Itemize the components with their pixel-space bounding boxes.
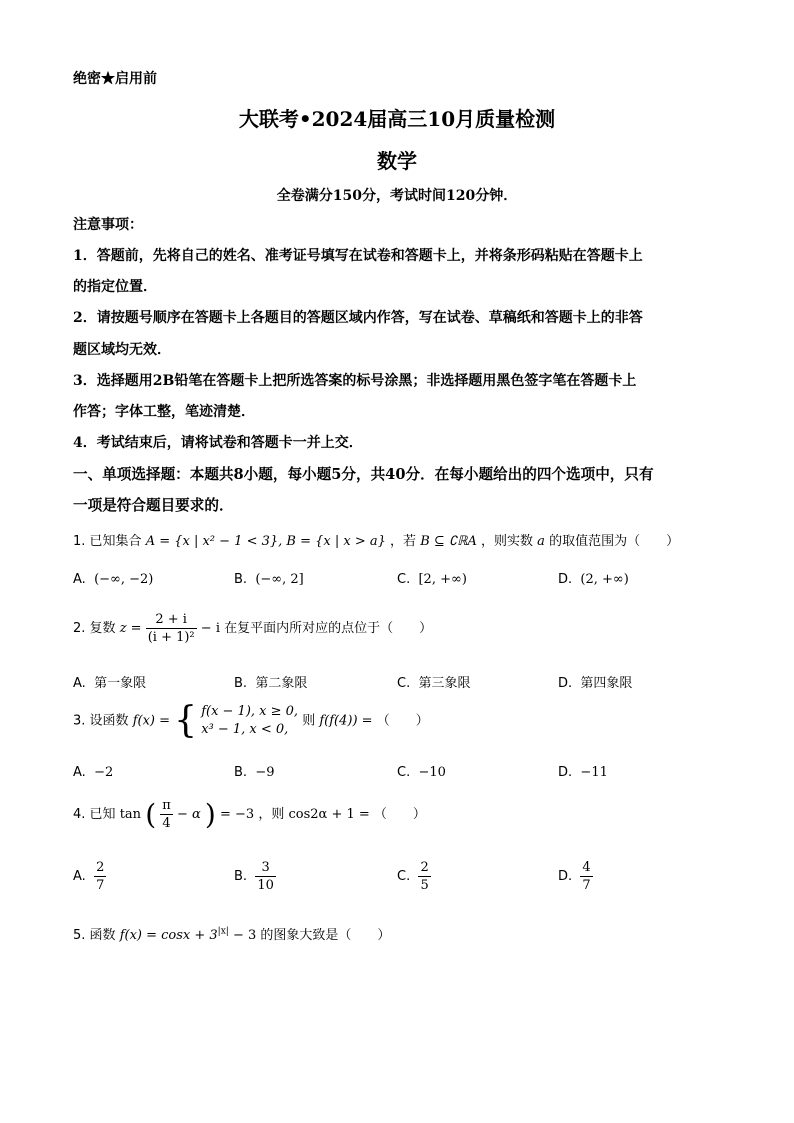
q4-fraction: $\frac{\pi}{4}$ — [162, 798, 171, 831]
note-line: 的指定位置． — [73, 279, 157, 295]
right-paren-icon: ) — [204, 798, 216, 831]
q5-after: − 3 — [232, 928, 257, 943]
q3-fx: f(x) = — [132, 713, 170, 729]
q3-prefix: 3. 设函数 — [73, 713, 129, 729]
q4-option-b[interactable]: B. $\frac{3}{10}$ — [234, 860, 274, 893]
note-line: 题区域均无效． — [73, 342, 171, 358]
q4-mid: ，则 — [258, 807, 285, 822]
q2-option-d[interactable]: D. 第四象限 — [558, 676, 633, 691]
q1-sets: A = {x | x² − 1 < 3}, B = {x | x > a} — [145, 534, 386, 549]
q2-tail: 在复平面内所对应的点位于（ ） — [224, 621, 433, 636]
q3-mid: 则 — [302, 713, 316, 729]
q1-option-b[interactable]: B. (−∞, 2] — [234, 572, 304, 587]
q5-expr: f(x) = cosx + 3 — [119, 928, 218, 943]
q2-prefix: 2. 复数 — [73, 621, 116, 636]
q4-option-c[interactable]: C. $\frac{2}{5}$ — [397, 860, 429, 893]
q3-option-d[interactable]: D. −11 — [558, 765, 608, 780]
q4-tan: tan — [119, 807, 142, 822]
q1-condition: B ⊆ ∁ℝA — [420, 534, 477, 549]
q1-option-d[interactable]: D. (2, +∞) — [558, 572, 629, 587]
q1-tail: 的取值范围为（ ） — [549, 534, 680, 549]
q4-expr: cos2α + 1 = — [288, 807, 370, 822]
question-2 — [73, 612, 432, 645]
q5-exp: |x| — [217, 926, 229, 937]
question-3 — [73, 700, 429, 741]
q1-suffix: ，则实数 — [481, 534, 534, 549]
q1-option-c[interactable]: C. [2, +∞) — [397, 572, 467, 587]
q4-minus-alpha: − α — [176, 807, 201, 822]
note-line: 1．答题前，先将自己的姓名、准考证号填写在试卷和答题卡上，并将条形码粘贴在答题卡上 — [73, 248, 643, 264]
confidential-label: 绝密★启用前 — [73, 71, 157, 87]
exam-info: 全卷满分150分，考试时间120分钟． — [276, 188, 518, 204]
note-line: 3．选择题用2B铅笔在答题卡上把所选答案的标号涂黑；非选择题用黑色签字笔在答题卡上 — [73, 373, 637, 389]
note-line: 2．请按题号顺序在答题卡上各题目的答题区域内作答，写在试卷、草稿纸和答题卡上的非答 — [73, 310, 643, 326]
section-heading-cont: 一项是符合题目要求的． — [73, 497, 234, 514]
subject-title: 数学 — [377, 149, 417, 173]
q3-case-2: x³ − 1, x < 0, — [201, 722, 289, 737]
notes-heading: 注意事项： — [73, 217, 143, 233]
q3-tail: （ ） — [376, 713, 429, 729]
q2-option-c[interactable]: C. 第三象限 — [397, 676, 471, 691]
q3-cases — [201, 703, 298, 739]
q3-option-b[interactable]: B. −9 — [234, 765, 275, 780]
q1-prefix: 1. 已知集合 — [73, 534, 142, 549]
q3-case-1: f(x − 1), x ≥ 0, — [201, 704, 299, 719]
q4-option-a[interactable]: A. $\frac{2}{7}$ — [73, 860, 105, 893]
q4-option-d[interactable]: D. $\frac{4}{7}$ — [558, 860, 591, 893]
q3-option-c[interactable]: C. −10 — [397, 765, 446, 780]
q2-after: − i — [200, 621, 220, 636]
left-paren-icon: ( — [145, 798, 157, 831]
q2-fraction: $\frac{2 + i}{\text{(i + 1)²}}$ — [147, 612, 195, 645]
section-heading: 一、单项选择题：本题共8小题，每小题5分，共40分．在每小题给出的四个选项中，只有 — [73, 466, 654, 483]
left-brace-icon: { — [174, 700, 198, 741]
question-1 — [73, 530, 679, 549]
note-line: 作答；字体工整，笔迹清楚． — [73, 404, 255, 420]
q2-option-b[interactable]: B. 第二象限 — [234, 676, 308, 691]
q2-z: z = — [119, 621, 142, 636]
q1-mid: ，若 — [390, 534, 417, 549]
q4-prefix: 4. 已知 — [73, 807, 116, 822]
question-4 — [73, 798, 426, 831]
exam-title: 大联考•2024届高三10月质量检测 — [238, 107, 556, 131]
q3-option-a[interactable]: A. −2 — [73, 765, 114, 780]
q5-prefix: 5. 函数 — [73, 928, 116, 943]
q3-ff: f(f(4)) = — [319, 713, 373, 729]
q2-option-a[interactable]: A. 第一象限 — [73, 676, 147, 691]
question-5 — [73, 924, 390, 943]
q4-eq: = −3 — [219, 807, 255, 822]
q1-var: a — [537, 534, 545, 549]
q5-tail: 的图象大致是（ ） — [260, 928, 391, 943]
q4-tail: （ ） — [373, 807, 426, 822]
q1-option-a[interactable]: A. (−∞, −2) — [73, 572, 154, 587]
note-line: 4．考试结束后，请将试卷和答题卡一并上交． — [73, 435, 363, 451]
